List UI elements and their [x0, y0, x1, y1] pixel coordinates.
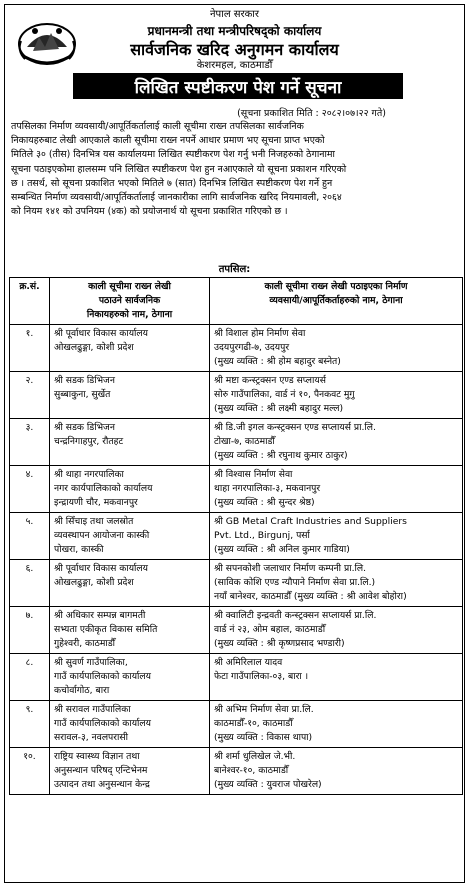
table-row — [10, 466, 463, 513]
table-row — [10, 748, 463, 795]
row-serial: १०. — [10, 748, 50, 795]
cell-line: श्री अमिरिलाल यादव — [214, 657, 283, 668]
cell-line: Pvt. Ltd., Birgunj, पर्सा — [214, 530, 310, 541]
row-serial: ५. — [10, 513, 50, 560]
cell-line: बानेश्वर-१०, काठमाडौँ — [214, 765, 289, 776]
table-row — [10, 325, 463, 372]
notice-page — [4, 4, 465, 883]
cell-line: सुब्बाकुना, सुर्खेत — [54, 389, 111, 400]
supplier-cell — [210, 654, 463, 701]
cell-line: श्री सरावल गाउँपालिका — [54, 704, 131, 715]
row-serial: ६. — [10, 560, 50, 607]
public-body-cell — [50, 372, 210, 419]
cell-line: (मुख्य व्यक्ति : युवराज पोखरेल) — [214, 779, 322, 790]
public-body-cell — [50, 560, 210, 607]
row-serial: १. — [10, 325, 50, 372]
public-body-cell — [50, 748, 210, 795]
cell-line: उत्पादन तथा अनुसन्धान केन्द्र — [54, 779, 150, 790]
cell-line: सभ्यता एकीकृत विकास समिति — [54, 624, 158, 635]
header-public-body — [50, 278, 210, 325]
letterhead — [5, 5, 464, 105]
cell-line: श्री सिँचाइ तथा जलस्रोत — [54, 516, 134, 527]
row-serial: ८. — [10, 654, 50, 701]
cell-line: फेटा गाउँपालिका-०३, बारा । — [214, 671, 309, 682]
table-row — [10, 701, 463, 748]
cell-line: श्री सडक डिभिजन — [54, 375, 115, 386]
cell-line: (मुख्य व्यक्ति : श्री लक्ष्मी बहादुर मल्ल) — [214, 403, 344, 414]
header-line: निकायहरुको नाम, ठेगाना — [86, 309, 173, 320]
header-serial: क्र.सं. — [10, 278, 50, 325]
cell-line: (मुख्य व्यक्ति : श्री सुन्दर श्रेष्ठ) — [214, 497, 315, 508]
table-row — [10, 419, 463, 466]
supplier-cell — [210, 372, 463, 419]
cell-line: श्री पूर्वाधार विकास कार्यालय — [54, 328, 148, 339]
public-body-cell — [50, 325, 210, 372]
cell-line: श्री मष्टा कन्स्ट्रक्सन एण्ड सप्लायर्स — [214, 375, 326, 386]
row-serial: २. — [10, 372, 50, 419]
cell-line: नगर कार्यपालिकाको कार्यालय — [54, 483, 153, 494]
cell-line: अनुसन्धान परिषद् एन्टिभेनम — [54, 765, 148, 776]
cell-line: (मुख्य व्यक्ति : श्री अनिल कुमार गाडिया) — [214, 544, 350, 555]
blacklist-table — [9, 277, 463, 795]
cell-line: ओखलढुङ्गा, कोशी प्रदेश — [54, 342, 134, 353]
intro-line: को नियम १४१ को उपनियम (४क) को प्रयोजनार्थ यो सूचना प्रकाशित गरिएको छ । — [11, 206, 288, 218]
cell-line: काठमाडौँ-१०, काठमाडौँ — [214, 718, 293, 729]
header-line: पठाउने सार्वजनिक — [98, 295, 161, 306]
cell-line: गुहेश्वरी, काठमाडौँ — [54, 638, 115, 649]
supplier-cell — [210, 560, 463, 607]
notice-title: लिखित स्पष्टीकरण पेश गर्ने सूचना — [73, 73, 403, 99]
table-row — [10, 654, 463, 701]
cell-line: टोखा-७, काठमाडौँ — [214, 436, 275, 447]
table-row — [10, 372, 463, 419]
intro-line: तपसिलका निर्माण व्यवसायी/आपूर्तिकर्तालाई काली सूचीमा राख्न तपसिलका सार्वजनिक — [11, 121, 304, 132]
cell-line: श्री विशाल होम निर्माण सेवा — [214, 328, 306, 339]
row-serial: ४. — [10, 466, 50, 513]
cell-line: श्री डि.जी इगल कन्स्ट्रक्सन एण्ड सप्लायर्स प्रा.लि. — [214, 422, 376, 433]
public-body-cell — [50, 654, 210, 701]
supplier-cell — [210, 419, 463, 466]
intro-paragraph — [11, 120, 460, 219]
government-name: नेपाल सरकार — [210, 9, 259, 20]
cell-line: (मुख्य व्यक्ति : श्री कृष्णप्रसाद भण्डारी) — [214, 638, 345, 649]
intro-line: सम्बन्धित निर्माण व्यवसायी/आपूर्तिकर्तालाई जानकारीका लागि सार्वजनिक खरिद नियमावली, २०६४ — [11, 192, 342, 204]
cell-line: चन्द्रनिगाहपुर, रौतहट — [54, 436, 124, 447]
cell-line: सरावल-३, नवलपरासी — [54, 732, 129, 743]
cell-line: पोखरा, कास्की — [54, 544, 104, 555]
row-serial: ७. — [10, 607, 50, 654]
cell-line: उदयपुरगढी-७, उदयपुर — [214, 342, 290, 353]
public-body-cell — [50, 419, 210, 466]
cell-line: श्री क्वालिटी इन्द्रवती कन्स्ट्रक्सन सप्लायर्स प्रा.लि. — [214, 610, 377, 621]
cell-line: सोरु गाउँपालिका, वार्ड नं १०, पैनकवट मुगु — [214, 389, 355, 400]
public-body-cell — [50, 513, 210, 560]
cell-line: श्री शर्मा धुलिखेल जे.भी. — [214, 751, 296, 762]
cell-line: श्री विश्वास निर्माण सेवा — [214, 469, 293, 480]
cell-line: श्री सुवर्ण गाउँपालिका, — [54, 657, 128, 668]
cell-line: व्यवस्थापन आयोजना कास्की — [54, 530, 150, 541]
appendix-label: तपसिल: — [218, 264, 251, 275]
cell-line: श्री सपनकोशी जलाधार निर्माण कम्पनी प्रा.लि. — [214, 563, 367, 574]
publication-date: (सूचना प्रकाशित मिति : २०८२।०७।२२ गते) — [237, 108, 386, 119]
cell-line: (मुख्य व्यक्ति : विकास थापा) — [214, 732, 313, 743]
table-header-row — [10, 278, 463, 325]
cell-line: गाउँ कार्यपालिकाको कार्यालय — [54, 671, 151, 682]
cell-line: श्री अभिम निर्माण सेवा प्रा.लि. — [214, 704, 314, 715]
cell-line: नयाँ बानेश्वर, काठमाडौँ (मुख्य व्यक्ति : श्री आवेश बोहोरा) — [214, 591, 407, 602]
cell-line: कचोर्वागोठ, बारा — [54, 685, 110, 696]
cell-line: (साविक कोशि एण्ड न्यौपाने निर्माण सेवा प्रा.लि.) — [214, 577, 376, 588]
header-line: व्यवसायी/आपूर्तिकर्ताहरुको नाम, ठेगाना — [269, 295, 403, 306]
cell-line: राष्ट्रिय स्वास्थ्य विज्ञान तथा — [54, 751, 140, 762]
public-body-cell — [50, 466, 210, 513]
cell-line: इन्द्रायणी चौर, मकवानपुर — [54, 497, 138, 508]
cell-line: गाउँ कार्यपालिकाको कार्यालय — [54, 718, 151, 729]
supplier-cell — [210, 325, 463, 372]
intro-line: सूचना पठाइएकोमा हालसम्म पनि लिखित स्पष्टीकरण पेश हुन नआएकाले यो सूचना प्रकाशन गरिएको — [11, 163, 347, 175]
cell-line: (मुख्य व्यक्ति : श्री रघुनाथ कुमार ठाकुर) — [214, 450, 348, 461]
public-body-cell — [50, 701, 210, 748]
supplier-cell — [210, 607, 463, 654]
agency-name: सार्वजनिक खरिद अनुगमन कार्यालय — [130, 40, 339, 59]
cell-line: श्री पूर्वाधार विकास कार्यालय — [54, 563, 148, 574]
cell-line: ओखलढुङ्गा, कोशी प्रदेश — [54, 577, 134, 588]
table-row — [10, 607, 463, 654]
intro-line: निकायहरुबाट लेखी आएकाले काली सूचीमा राख्न नपर्ने आधार प्रमाण भए सूचना प्राप्त भएको — [11, 135, 325, 147]
header-line: काली सूचीमा राख्न लेखी — [88, 281, 171, 292]
table-row — [10, 513, 463, 560]
row-serial: ९. — [10, 701, 50, 748]
supplier-cell — [210, 466, 463, 513]
row-serial: ३. — [10, 419, 50, 466]
cell-line: श्री GB Metal Craft Industries and Suppliers — [214, 516, 407, 527]
intro-line: छ । तसर्थ, सो सूचना प्रकाशित भएको मितिले ७ (सात) दिनभित्र लिखित स्पष्टीकरण पेश गर्ने हुन — [11, 177, 333, 189]
office-address: केशरमहल, काठमाडौँ — [196, 60, 273, 71]
public-body-cell — [50, 607, 210, 654]
cell-line: श्री सडक डिभिजन — [54, 422, 115, 433]
table-row — [10, 560, 463, 607]
cell-line: थाहा नगरपालिका-३, मकवानपुर — [214, 483, 321, 494]
supplier-cell — [210, 701, 463, 748]
cell-line: श्री थाहा नगरपालिका — [54, 469, 124, 480]
supplier-cell — [210, 513, 463, 560]
office-name: प्रधानमन्त्री तथा मन्त्रीपरिषद्को कार्यालय — [147, 24, 322, 38]
intro-line: मितिले ३० (तीस) दिनभित्र यस कार्यालयमा लिखित स्पष्टीकरण पेश गर्नु भनी निजहरुको ठेगानामा — [11, 149, 335, 161]
supplier-cell — [210, 748, 463, 795]
cell-line: (मुख्य व्यक्ति : श्री होम बहादुर बस्नेत) — [214, 356, 341, 367]
cell-line: वार्ड नं २३, ओम बहाल, काठमाडौँ — [214, 624, 326, 635]
header-supplier — [210, 278, 463, 325]
header-line: काली सूचीमा राख्न लेखी पठाइएका निर्माण — [264, 281, 408, 292]
cell-line: श्री अधिकार सम्पन्न बागमती — [54, 610, 146, 621]
